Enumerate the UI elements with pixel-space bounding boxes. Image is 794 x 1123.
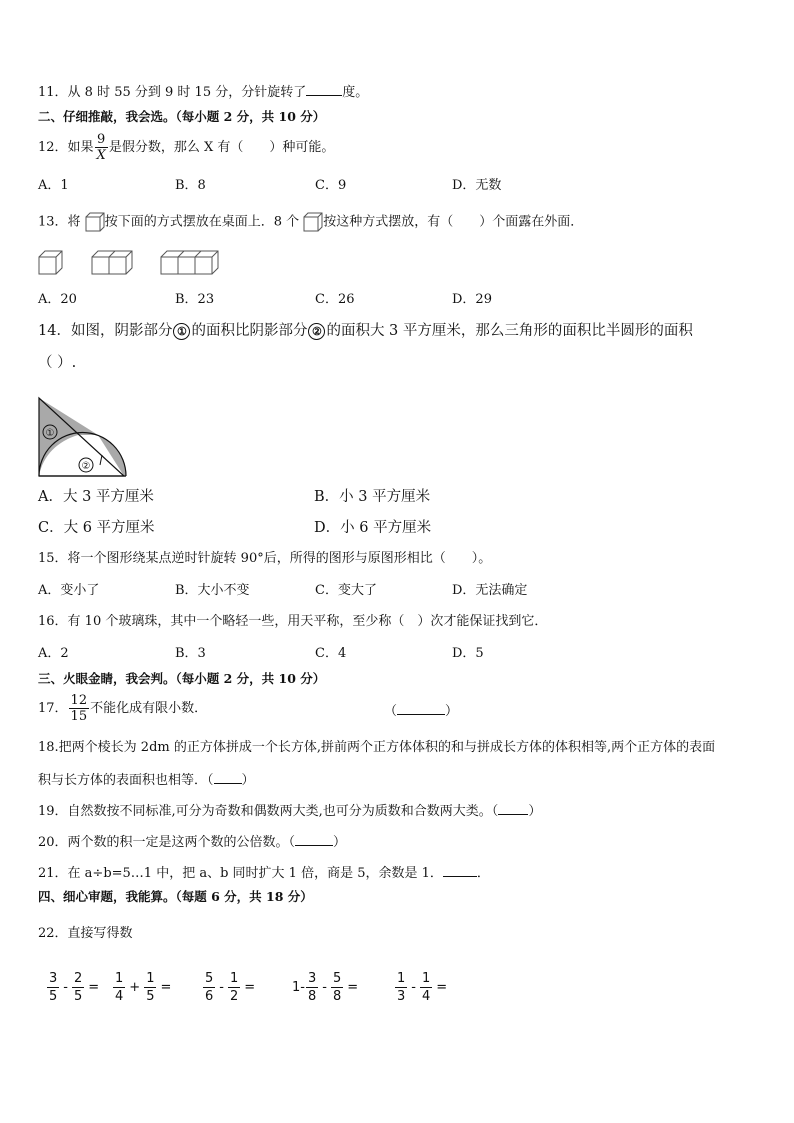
question-19: 19．自然数按不同标准,可分为奇数和偶数两大类,也可分为质数和合数两大类。（ ） <box>38 801 541 821</box>
math-expression: $\frac{3}{5}$ - $\frac{2}{5}$ = <box>49 971 100 1004</box>
option-d[interactable]: D．5 <box>452 646 484 661</box>
cube-arrangement-figure <box>38 250 228 276</box>
option-b[interactable]: B．小 3 平方厘米 <box>314 489 431 505</box>
answer-blank[interactable] <box>443 863 477 877</box>
question-12: 12．如果 $\frac{9}{X}$ 是假分数，那么 X 有（ ）种可能。 <box>38 132 335 163</box>
math-expression: 1- $\frac{3}{8}$ - $\frac{5}{8}$ = <box>292 971 359 1004</box>
option-d[interactable]: D．29 <box>452 292 492 307</box>
option-b[interactable]: B．23 <box>175 292 215 307</box>
option-d[interactable]: D．无法确定 <box>452 583 528 598</box>
question-18-line2: 积与长方体的表面积也相等．（ ） <box>38 770 255 790</box>
fraction: $\frac{12}{15}$ <box>70 693 88 724</box>
option-a[interactable]: A．20 <box>38 292 77 307</box>
answer-paren[interactable]: （ ） <box>384 701 458 721</box>
option-c[interactable]: C．9 <box>315 178 347 193</box>
question-14-line2: （ ）. <box>38 355 77 371</box>
math-expression: $\frac{5}{6}$ - $\frac{1}{2}$ = <box>205 971 256 1004</box>
option-c[interactable]: C．26 <box>315 292 355 307</box>
section-title: 二、仔细推敲，我会选。（每小题 2 分，共 10 分） <box>38 109 326 124</box>
option-a[interactable]: A．1 <box>38 178 69 193</box>
option-a[interactable]: A．大 3 平方厘米 <box>38 489 154 505</box>
question-13: 13．将 按下面的方式摆放在桌面上．8 个 按这种方式摆放，有（ ）个面露在外面． <box>38 212 583 232</box>
option-c[interactable]: C．4 <box>315 646 347 661</box>
option-a[interactable]: A．变小了 <box>38 583 100 598</box>
section-title: 四、细心审题，我能算。（每题 6 分，共 18 分） <box>38 889 313 904</box>
section-title: 三、火眼金睛，我会判。（每小题 2 分，共 10 分） <box>38 671 326 686</box>
answer-blank[interactable] <box>498 801 528 815</box>
answer-blank[interactable] <box>295 832 333 846</box>
answer-blank[interactable] <box>214 770 242 784</box>
math-expression: $\frac{1}{3}$ - $\frac{1}{4}$ = <box>397 971 448 1004</box>
option-c[interactable]: C．大 6 平方厘米 <box>38 520 155 536</box>
question-18: 18.把两个棱长为 2dm 的正方体拼成一个长方体,拼前两个正方体体积的和与拼成长方体的体积相等,两个正方体的表面 <box>38 740 716 755</box>
cube-icon <box>85 212 105 232</box>
question-17: 17． $\frac{12}{15}$ 不能化成有限小数． <box>38 693 208 724</box>
figure-label-1: ① <box>45 428 55 439</box>
question-21: 21．在 a÷b=5…1 中，把 a、b 同时扩大 1 倍，商是 5，余数是 1． ． <box>38 863 490 883</box>
question-14: 14．如图，阴影部分 ① 的面积比阴影部分 ② 的面积大 3 平方厘米，那么三角形的面积比半圆形的面积 <box>38 323 693 339</box>
option-b[interactable]: B．8 <box>175 178 206 193</box>
option-a[interactable]: A．2 <box>38 646 69 661</box>
three-cubes <box>161 251 218 274</box>
triangle-semicircle-figure <box>38 395 130 479</box>
two-cubes <box>92 251 132 274</box>
cube-icon <box>303 212 323 232</box>
single-cube <box>39 251 62 274</box>
option-d[interactable]: D．无数 <box>452 178 502 193</box>
question-22: 22．直接写得数 <box>38 926 133 941</box>
figure-label-2: ② <box>81 461 91 472</box>
option-d[interactable]: D．小 6 平方厘米 <box>314 520 432 536</box>
question-16: 16．有 10 个玻璃珠，其中一个略轻一些，用天平称，至少称（ ）次才能保证找到它． <box>38 614 548 629</box>
question-11: 11．从 8 时 55 分到 9 时 15 分，分针旋转了 度。 <box>38 82 368 102</box>
question-15: 15．将一个图形绕某点逆时针旋转 90°后，所得的图形与原图形相比（ ）。 <box>38 551 492 566</box>
math-expression: $\frac{1}{4}$ + $\frac{1}{5}$ = <box>115 971 172 1004</box>
question-20: 20．两个数的积一定是这两个数的公倍数。（ ） <box>38 832 346 852</box>
option-b[interactable]: B．大小不变 <box>175 583 250 598</box>
option-b[interactable]: B．3 <box>175 646 206 661</box>
answer-blank[interactable] <box>306 82 342 96</box>
fraction: $\frac{9}{X}$ <box>96 132 106 163</box>
option-c[interactable]: C．变大了 <box>315 583 377 598</box>
